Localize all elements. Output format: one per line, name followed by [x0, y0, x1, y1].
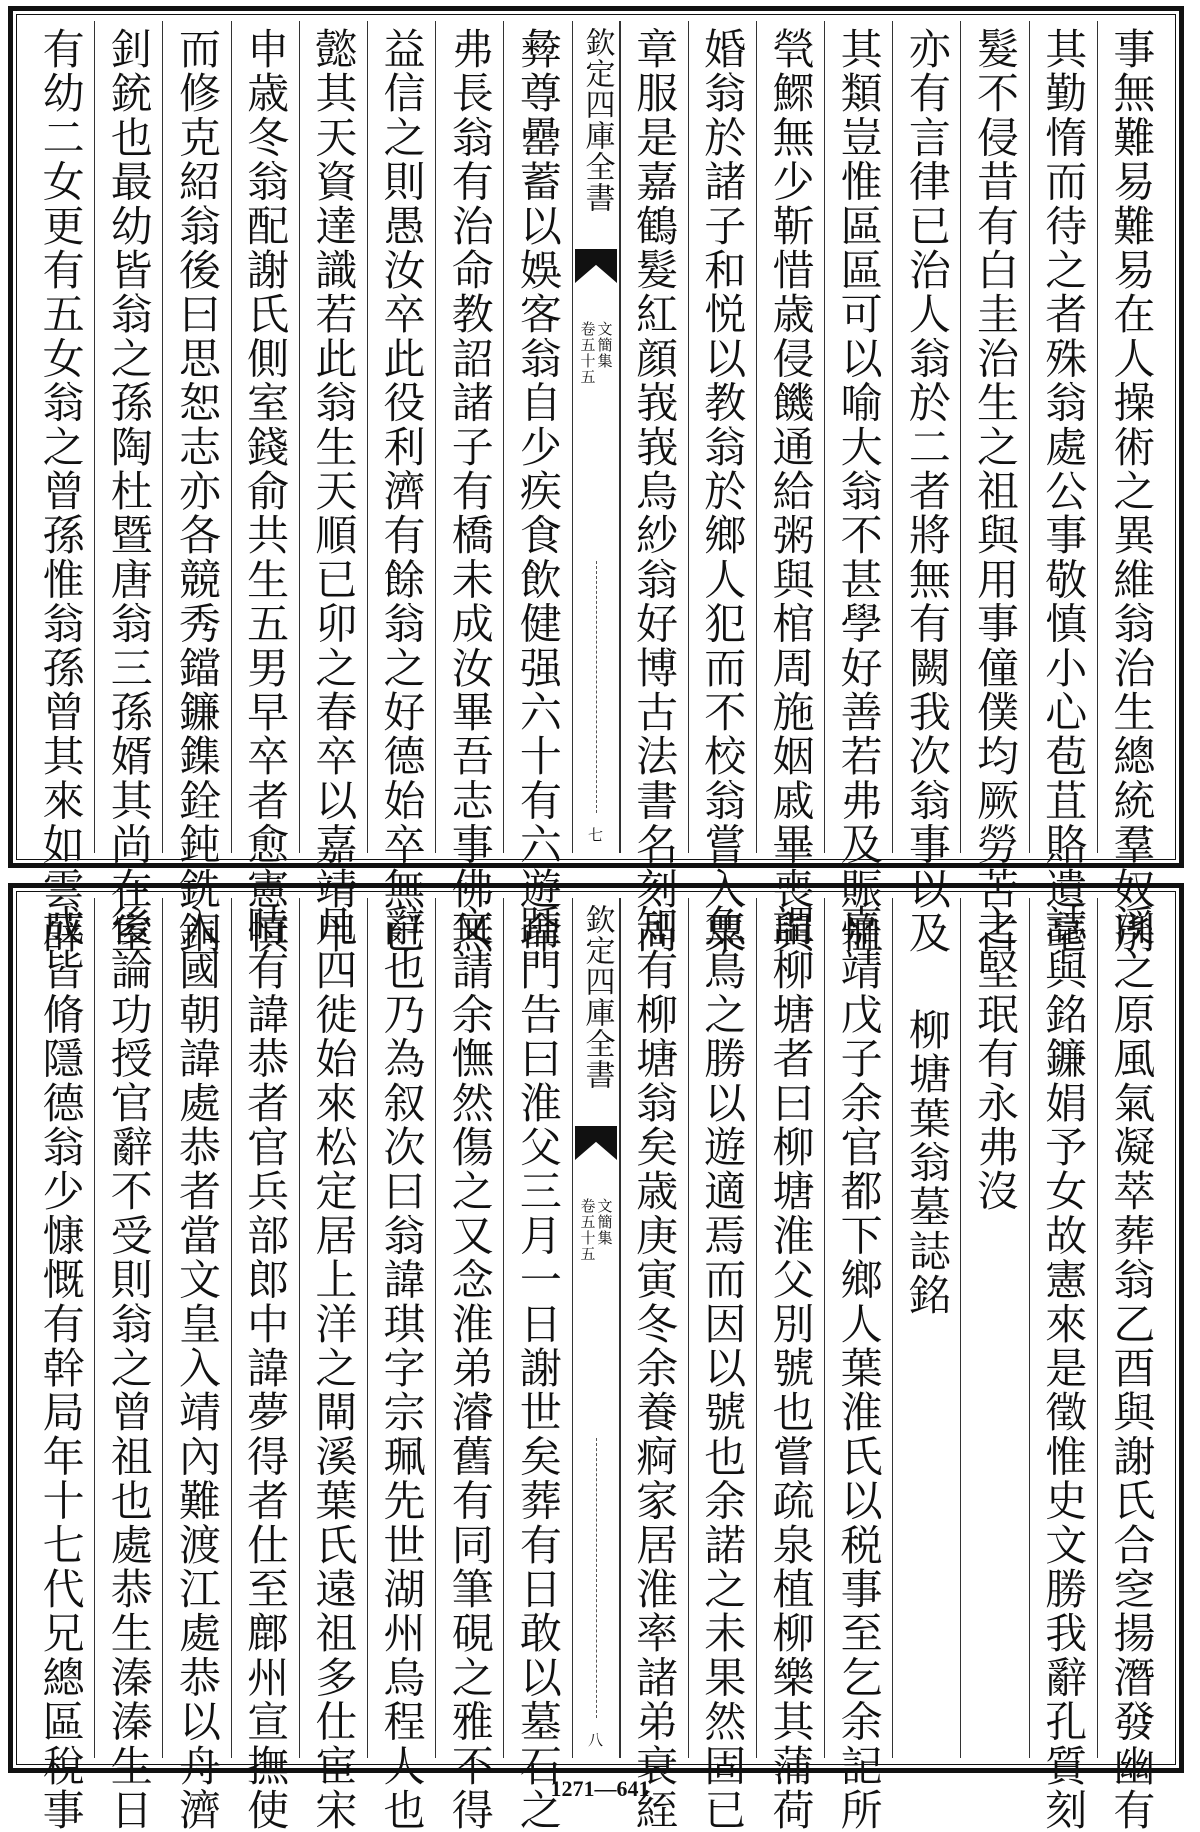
text-column [27, 21, 94, 956]
margin-rule [596, 561, 597, 813]
text-column [892, 21, 960, 956]
text-column [620, 21, 688, 956]
text-column [27, 898, 94, 1832]
column-text: 嘉靖戊子余官都下鄉人葉淮氏以税事至乞余記所 [834, 904, 884, 1832]
essay-title: 柳塘葉翁墓誌銘 [902, 1008, 952, 1318]
book-title: 欽定四庫全書 [579, 904, 615, 1090]
volume-label [573, 1198, 619, 1262]
fish-tail-ornament-icon [575, 1126, 617, 1160]
text-column [162, 21, 230, 956]
text-column [960, 21, 1028, 956]
text-column [620, 898, 688, 1832]
column-text: 謂柳塘者曰柳塘淮父別號也嘗疏泉植柳樂其蒲荷 [766, 904, 816, 1832]
text-column [299, 21, 367, 956]
text-column [688, 898, 756, 1832]
text-column [435, 898, 503, 1832]
column-text: 婚翁於諸子和悦以教翁於鄉人犯而不校翁嘗入粟 [698, 27, 748, 956]
column-text: 髮不侵昔有白圭治生之祖與用事僮僕均厥勞苦古 [971, 27, 1021, 956]
column-text: 而修克紹翁後曰思恕志亦各競秀鐺鐮鏶銓鈍銑銅 [172, 27, 222, 956]
text-column [367, 898, 435, 1832]
text-column [162, 898, 230, 1832]
column-text: 踵門告曰淮父三月一日謝世矣葬有日敢以墓石之 [513, 904, 563, 1832]
collection-name: 文簡集 [595, 321, 614, 369]
column-text: 事無難易難易在人操術之異維翁治生總統羣奴別 [1107, 27, 1157, 956]
column-text: 益信之則愚汝卒此役利濟有餘翁之好德始卒無已 [377, 27, 427, 956]
page-number: 七 [587, 826, 603, 844]
column-text: 彜尊罍蓄以娛客翁自少疾食飲健强六十有六遊命 [513, 27, 563, 956]
text-column [1029, 898, 1097, 1832]
collection-name: 文簡集 [595, 1198, 614, 1246]
column-text: 入國朝諱處恭者當文皇入靖內難渡江處恭以舟濟 [172, 904, 222, 1832]
column-text: 誌與銘鐮娟予女故憲來是徵惟史文勝我辭孔質刻 [1039, 904, 1089, 1832]
column-text: 懿其天資達識若此翁生天順已卯之春卒以嘉靖甲 [309, 27, 359, 956]
column-text: 章服是嘉鶴髮紅顔峩峩烏紗翁好博古法書名刻咼 [630, 27, 680, 956]
text-column [1097, 21, 1165, 956]
page-number: 八 [587, 1731, 603, 1749]
column-text: 亦有言律已治人翁於二者將無有闕我次翁事以及 [902, 27, 952, 956]
column-text: 成皆脩隱德翁少慷慨有幹局年十七代兄總區稅事 [36, 904, 86, 1832]
center-margin-column [572, 21, 620, 853]
column-text: 知有柳塘翁矣歳庚寅冬余養痾家居淮率諸弟衰絰 [630, 904, 680, 1832]
text-column [231, 21, 299, 956]
text-column [688, 21, 756, 956]
text-column [367, 21, 435, 956]
page-frame-top [8, 6, 1184, 956]
text-column [892, 898, 960, 1758]
text-column [299, 898, 367, 1832]
text-column [756, 21, 824, 956]
text-column [94, 21, 162, 956]
column-text: 凡四徙始來松定居上洋之閘溪葉氏遠祖多仕宦宋 [309, 904, 359, 1832]
volume-label [573, 321, 619, 385]
text-column [756, 898, 824, 1832]
margin-rule [596, 1438, 597, 1718]
page-footer-number: 1271—641 [550, 1776, 650, 1801]
book-title: 欽定四庫全書 [579, 27, 615, 213]
text-column [960, 898, 1028, 1758]
volume-number: 卷五十五 [578, 321, 597, 385]
column-text: 辭也乃為叙次曰翁諱琪字宗珮先世湖州烏程人也 [377, 904, 427, 1832]
text-column [503, 21, 571, 956]
column-text: 申歳冬翁配謝氏側室錢俞共生五男早卒者愈憲慎 [241, 27, 291, 956]
column-text: 釗銃也最幼皆翁之孫陶杜暨唐翁三孫婿其尚在室 [104, 27, 154, 956]
column-text: 煢鰥無少靳惜歳侵饑通給粥與棺周施姻戚畢喪與 [766, 27, 816, 956]
volume-number: 卷五十五 [578, 1198, 597, 1262]
text-column [824, 898, 892, 1832]
text-column [503, 898, 571, 1832]
column-text: 時有諱恭者官兵部郎中諱夢得者仕至鄜州宣撫使 [241, 904, 291, 1832]
text-column [1097, 898, 1165, 1832]
column-text: 文請余憮然傷之又念淮弟濬舊有同筆硯之雅不得 [445, 904, 495, 1832]
text-column [1029, 21, 1097, 956]
column-text: 其勤惰而待之者殊翁處公事敬慎小心苞苴賂遺毫 [1039, 27, 1089, 956]
column-text: 後論功授官辭不受則翁之曾祖也處恭生溱溱生日 [104, 904, 154, 1832]
text-column [94, 898, 162, 1832]
column-text: 弗長翁有治命教詔諸子有橋未成汝畢吾志事佛無 [445, 27, 495, 956]
column-text: 之堅珉有永弗沒 [971, 904, 1021, 1214]
center-margin-column [572, 898, 620, 1758]
fish-tail-ornament-icon [575, 249, 617, 283]
text-column [824, 21, 892, 956]
text-column [231, 898, 299, 1832]
columns-top [27, 21, 1165, 956]
column-text: 其類豈惟區區可以喻大翁不甚學好善若弗及賑恤 [834, 27, 884, 956]
text-column [435, 21, 503, 956]
column-text: 有幼二女更有五女翁之曾孫惟翁孫曾其來如雲薛 [36, 27, 86, 956]
column-text: 魚鳥之勝以遊適焉而因以號也余諾之未果然固已 [698, 904, 748, 1832]
column-text: 溪之原風氣凝萃葬翁乙酉與謝氏合窆揚潛發幽有 [1107, 904, 1157, 1832]
